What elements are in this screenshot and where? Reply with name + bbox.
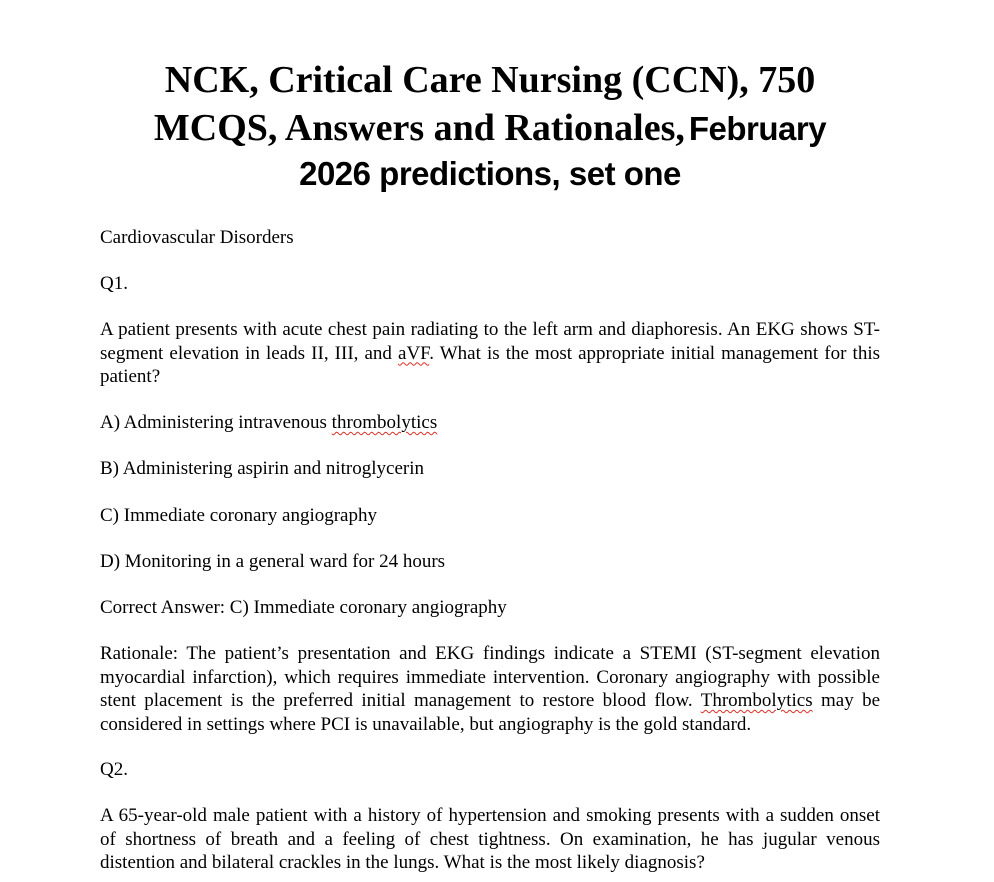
title-text-sans: February [688,110,827,147]
title-text: 2026 predictions, set one [299,155,681,192]
answer-option-d: D) Monitoring in a general ward for 24 hours [100,551,446,572]
question-number: Q1. [100,273,128,294]
rationale-text: may be considered in settings where PCI is unavailable, but angiography is the gold standard. [100,690,881,735]
title-text: NCK, Critical Care Nursing (CCN), 750 [164,59,816,101]
correct-answer: Correct Answer: C) Immediate coronary angiography [100,597,507,618]
question-number: Q2. [100,759,128,780]
spellcheck-flagged-word[interactable]: thrombolytics [331,412,438,433]
answer-option-a [100,411,880,435]
document-title-line-2 [100,106,880,150]
answer-option-c: C) Immediate coronary angiography [100,505,377,526]
title-text-serif: MCQS, Answers and Rationales, [153,107,685,149]
spellcheck-flagged-word[interactable]: aVF [398,342,430,364]
section-heading: Cardiovascular Disorders [100,227,294,248]
question-stem: A 65-year-old male patient with a history of hypertension and smoking presents with a sudden onset of shortness of breath and a feeling of chest tightness. On examination, he has jugular venous distention and bilateral crackles in the lungs. What is the most likely diagnosis? [100,805,880,873]
stem-text: A patient presents with acute chest pain radiating to the left arm and diaphoresis. An EKG shows ST-segment elevation in leads II, III, and [100,319,880,364]
document-title-line-3 [100,155,880,193]
stem-text: . What is the most appropriate initial management for this patient? [100,342,881,387]
spellcheck-flagged-word[interactable]: Thrombolytics [700,690,813,711]
option-text: A) Administering intravenous [100,412,332,433]
answer-option-b: B) Administering aspirin and nitroglycerin [100,458,425,479]
document-title-line-1 [100,58,880,102]
question-stem [100,318,880,389]
rationale [100,642,880,736]
rationale-text: Rationale: The patient’s presentation and EKG findings indicate a STEMI (ST-segment elevation myocardial infarction), which requires immediate intervention. Coronary angiography with possible stent placement is the preferred initial management to restore blood flow. [100,643,880,711]
